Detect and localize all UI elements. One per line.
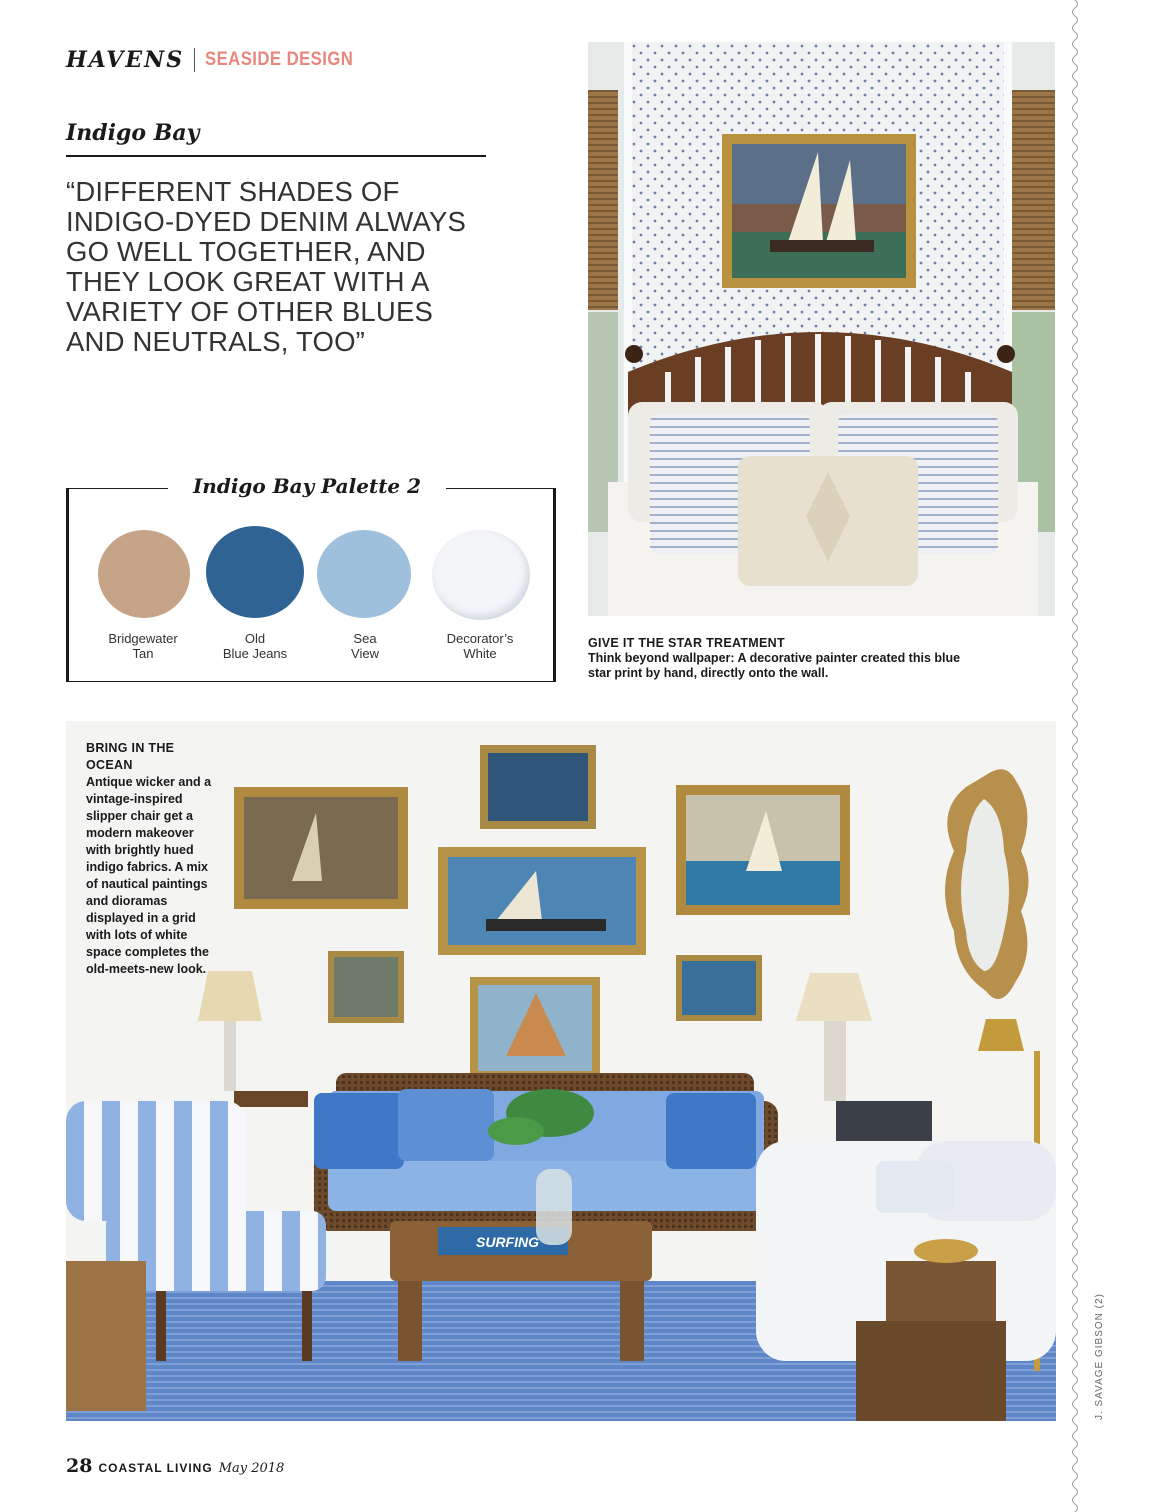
swatch-decorators-white [432, 530, 530, 620]
swatch-label [88, 631, 198, 661]
photo-credit: J. SAVAGE GIBSON (2) [1094, 1293, 1105, 1420]
swatch-old-blue-jeans [206, 526, 304, 618]
swatch-sea-view [317, 530, 411, 618]
caption-star-treatment [588, 636, 968, 681]
swatch-label [310, 631, 420, 661]
issue-date: May 2018 [218, 1461, 285, 1476]
swatch-label-line1: Decorator’s [446, 631, 514, 646]
page-footer [66, 1455, 284, 1477]
palette-rule-left [66, 488, 168, 489]
decorative-wave-border [1068, 0, 1082, 1512]
swatch-bridgewater-tan [98, 530, 190, 618]
caption-body: Think beyond wallpaper: A decorative painter created this blue star print by hand, directly onto the wall. [588, 651, 961, 680]
magazine-name: COASTAL LIVING [98, 1461, 213, 1475]
swatch-label-line1: Old [244, 631, 266, 646]
swatch-label-line1: Bridgewater [108, 631, 178, 646]
palette-rule-right [446, 488, 556, 489]
caption-heading: BRING IN THE OCEAN [86, 741, 175, 772]
section-header [66, 44, 374, 76]
bedroom-photo [588, 42, 1055, 616]
intro-title: Indigo Bay [66, 120, 200, 146]
book-title: SURFING [476, 1234, 539, 1250]
swatch-label [200, 631, 310, 661]
swatch-label [425, 631, 535, 661]
swatch-label-line1: Sea [353, 631, 377, 646]
swatch-label-line2: White [463, 646, 497, 661]
header-divider [194, 48, 195, 72]
caption-heading: GIVE IT THE STAR TREATMENT [588, 636, 785, 650]
swatch-label-line2: Tan [132, 646, 154, 661]
swatch-label-line2: Blue Jeans [222, 646, 288, 661]
swatch-label-line2: View [351, 646, 379, 661]
caption-bring-in-the-ocean [86, 740, 220, 978]
caption-body: Antique wicker and a vintage-inspired slipper chair get a modern makeover with brightly hued indigo fabrics. A mix of nautical paintings and dioramas displayed in a grid with lots of white space completes the old-meets-new look. [86, 775, 212, 976]
intro-rule [66, 155, 486, 157]
subsection-name: SEASIDE DESIGN [205, 49, 354, 70]
section-name: HAVENS [66, 47, 185, 73]
pull-quote: “DIFFERENT SHADES OF INDIGO-DYED DENIM ALWAYS GO WELL TOGETHER, AND THEY LOOK GREAT WITH A VARIETY OF OTHER BLUES AND NEUTRALS, TOO” [66, 176, 467, 357]
palette-title: Indigo Bay Palette 2 [192, 474, 422, 498]
page-number: 28 [66, 1455, 93, 1477]
bedroom-photo-icon [588, 42, 1055, 616]
